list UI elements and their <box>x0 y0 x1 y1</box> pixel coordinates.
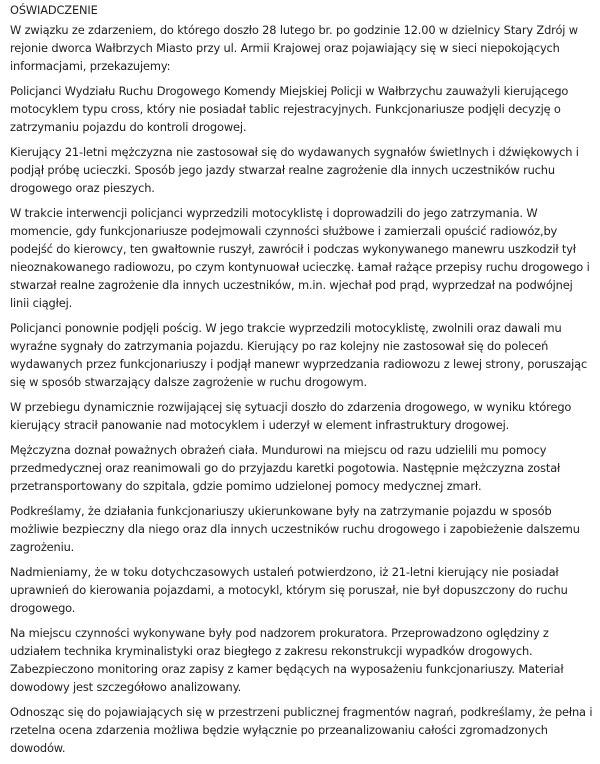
post-paragraph: Na miejscu czynności wykonywane były pod nadzorem prokuratora. Przeprowadzono oględziny z udziałem technika kryminalistyki oraz biegłego z zakresu rekonstrukcji wypadków drogowych. Zabezpieczono monitoring oraz zapisy z kamer będących na wyposażeniu funkcjonariuszy. Materiał dowodowy jest szczegółowo analizowany. <box>10 626 564 694</box>
post-paragraph: Policjanci Wydziału Ruchu Drogowego Komendy Miejskiej Policji w Wałbrzychu zauważyli kierującego motocyklem typu cross, który nie posiadał tablic rejestracyjnych. Funkcjonariusze podjęli decyzję o zatrzymaniu pojazdu do kontroli drogowej. <box>10 84 569 134</box>
post-paragraph: W związku ze zdarzeniem, do którego doszło 28 lutego br. po godzinie 12.00 w dzielnicy Stary Zdrój w rejonie dworca Wałbrzych Miasto przy ul. Armii Krajowej oraz pojawiający się w sieci niepokojących informacjami, przekazujemy: <box>10 23 578 73</box>
post-paragraph: Podkreślamy, że działania funkcjonariuszy ukierunkowane były na zatrzymanie pojazdu w sposób możliwie bezpieczny dla niego oraz dla innych uczestników ruchu drogowego i zapobieżenie dalszemu zagrożeniu. <box>10 504 580 554</box>
post-paragraph: Nadmieniamy, że w toku dotychczasowych ustaleń potwierdzono, iż 21-letni kierujący nie posiadał uprawnień do kierowania pojazdami, a motocykl, którym się poruszał, nie był dopuszczony do ruchu drogowego. <box>10 565 568 615</box>
post-paragraph: W trakcie interwencji policjanci wyprzedzili motocyklistę i doprowadzili do jego zatrzymania. W momencie, gdy funkcjonariusze podejmowali czynności służbowe i zamierzali opuścić radiowóz,by podejść do kierowcy, ten gwałtownie ruszył, zawrócił i podczas wykonywanego manewru uszkodził tył nieoznakowanego radiowozu, po czym kontynuował ucieczkę. Łamał rażące przepisy ruchu drogowego i stwarzał realne zagrożenie dla innych uczestników, m.in. wjechał pod prąd, wyprzedzał na podwójnej linii ciągłej. <box>10 206 590 310</box>
post-paragraph: Policjanci ponownie podjęli pościg. W jego trakcie wyprzedzili motocyklistę, zwolnili oraz dawali mu wyraźne sygnały do zatrzymania pojazdu. Kierujący po raz kolejny nie zastosował się do poleceń wydawanych przez funkcjonariuszy i podjął manewr wyprzedzania radiowozu z lewej strony, poruszając się w sposób stwarzający dalsze zagrożenie w ruchu drogowym. <box>10 321 588 389</box>
post-paragraph: Kierujący 21-letni mężczyzna nie zastosował się do wydawanych sygnałów świetlnych i dźwiękowych i podjął próbę ucieczki. Sposób jego jazdy stwarzał realne zagrożenie dla innych uczestników ruchu drogowego oraz pieszych. <box>10 145 579 195</box>
post-body <box>10 0 594 764</box>
post-title: OŚWIADCZENIE <box>10 3 98 17</box>
post-paragraph: Mężczyzna doznał poważnych obrażeń ciała. Mundurowi na miejscu od razu udzielili mu pomocy przedmedycznej oraz reanimowali go do przyjazdu karetki pogotowia. Następnie mężczyzna został przetransportowany do szpitala, gdzie pomimo udzielonej pomocy medycznej zmarł. <box>10 443 561 493</box>
post-paragraph: Odnosząc się do pojawiających się w przestrzeni publicznej fragmentów nagrań, podkreślamy, że pełna i rzetelna ocena zdarzenia możliwa będzie wyłącznie po przeanalizowaniu całości zgromadzonych dowodów. <box>10 705 593 755</box>
post-paragraph: W przebiegu dynamicznie rozwijającej się sytuacji doszło do zdarzenia drogowego, w wyniku którego kierujący stracił panowanie nad motocyklem i uderzył w element infrastruktury drogowej. <box>10 400 572 432</box>
